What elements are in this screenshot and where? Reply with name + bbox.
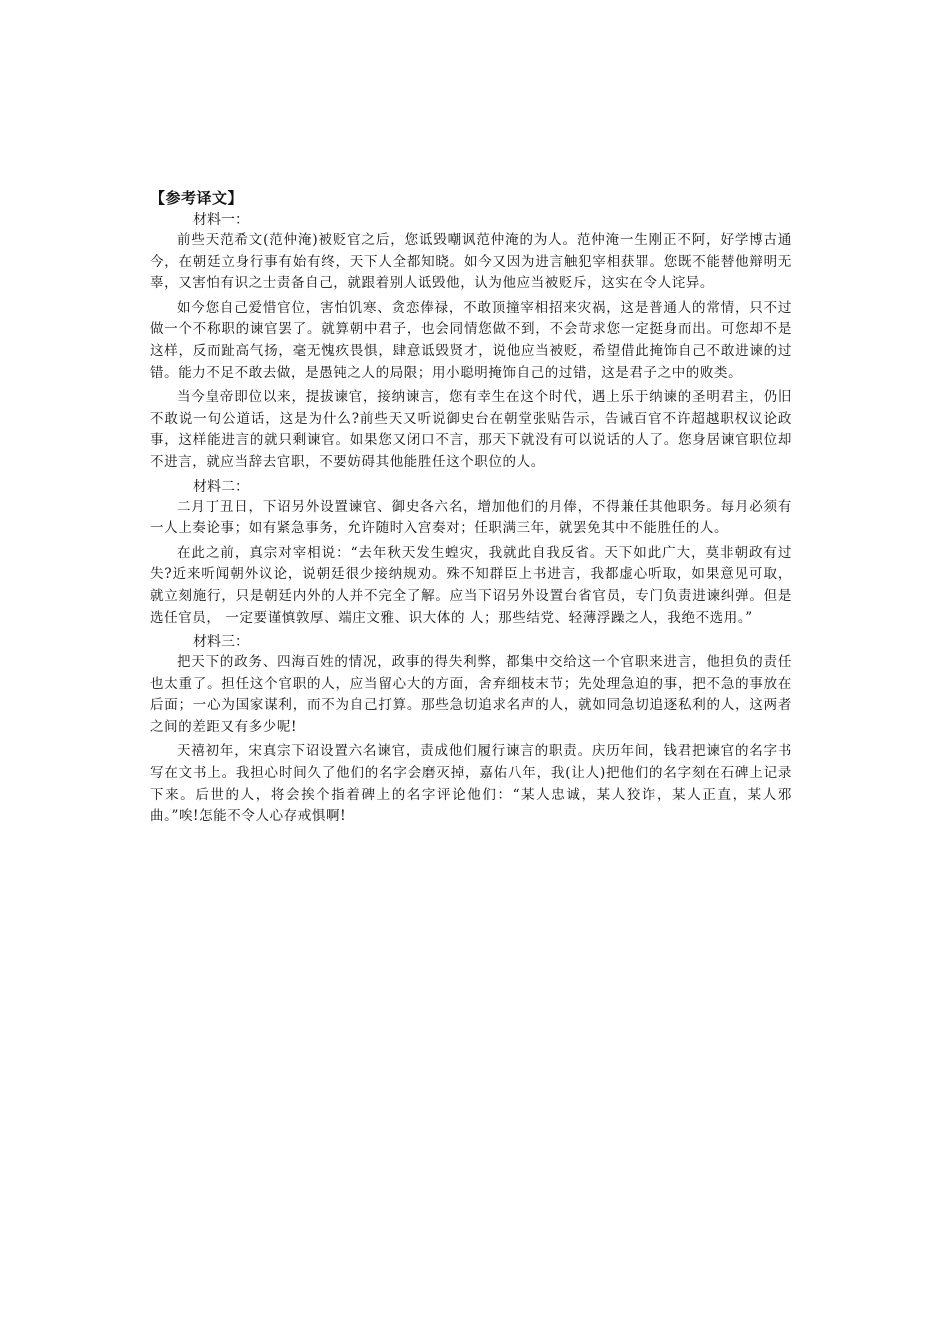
- translation-document: [150, 188, 792, 831]
- section-material-2: [150, 477, 792, 630]
- section-material-3: [150, 632, 792, 828]
- paragraph: 当今皇帝即位以来，提拔谏官，接纳谏言，您有幸生在这个时代，遇上乐于纳谏的圣明君主，仍旧不敢说一句公道话，这是为什么?前些天又听说御史台在朝堂张贴告示，告诫百官不许超越职权议论政事，这样能进言的就只剩谏官。如果您又闭口不言，那天下就没有可以说话的人了。您身居谏官职位却不进言，就应当辞去官职，不要妨碍其他能胜任这个职位的人。: [150, 389, 792, 470]
- section-title: 材料一：: [193, 212, 249, 228]
- paragraph: 如今您自己爱惜官位，害怕饥寒、贪恋俸禄，不敢顶撞宰相招来灾祸，这是普通人的常情，只不过做一个不称职的谏官罢了。就算朝中君子，也会同情您做不到，不会苛求您一定挺身而出。可您却不是这样，反而趾高气扬，毫无愧疚畏惧，肆意诋毁贤才，说他应当被贬，希望借此掩饰自己不敢进谏的过错。能力不足不敢去做，是愚钝之人的局限；用小聪明掩饰自己的过错，这是君子之中的败类。: [150, 299, 792, 381]
- paragraph: 二月丁丑日，下诏另外设置谏官、御史各六名，增加他们的月俸，不得兼任其他职务。每月必须有一人上奏论事；如有紧急事务，允许随时入宫奏对；任职满三年，就罢免其中不能胜任的人。: [150, 498, 792, 537]
- paragraph: 把天下的政务、四海百姓的情况，政事的得失利弊，都集中交给这一个官职来进言，他担负的责任也太重了。担任这个官职的人，应当留心大的方面，舍弃细枝末节；先处理急迫的事，把不急的事放在后面；一心为国家谋利，而不为自己打算。那些急切追求名声的人，就如同急切追逐私利的人，这两者之间的差距又有多少呢!: [150, 654, 792, 735]
- section-title: 材料二：: [193, 478, 249, 495]
- paragraph: 天禧初年，宋真宗下诏设置六名谏官，责成他们履行谏言的职责。庆历年间，钱君把谏官的名字书写在文书上。我担心时间久了他们的名字会磨灭掉，嘉佑八年，我(让人)把他们的名字刻在石碑上记录下来。后世的人，将会挨个指着碑上的名字评论他们：“某人忠诚，某人狡诈，某人正直，某人邪曲。”唉!怎能不令人心存戒惧啊!: [150, 743, 792, 825]
- document-heading: 【参考译文】: [150, 189, 244, 207]
- paragraph: 在此之前，真宗对宰相说：“去年秋天发生蝗灾，我就此自我反省。天下如此广大，莫非朝政有过失?近来听闻朝外议论，说朝廷很少接纳规劝。殊不知群臣上书进言，我都虚心听取，如果意见可取，就立刻施行，只是朝廷内外的人并不完全了解。应当下诏另外设置台省官员，专门负责进谏纠弹。但是选任官员， 一定要谨慎敦厚、端庄文雅、识大体的 人；那些结党、轻薄浮躁之人，我绝不选用。”: [150, 544, 792, 626]
- section-title: 材料三：: [193, 634, 249, 651]
- section-material-1: [150, 210, 792, 474]
- paragraph: 前些天范希文(范仲淹)被贬官之后，您诋毁嘲讽范仲淹的为人。范仲淹一生刚正不阿，好学博古通今，在朝廷立身行事有始有终，天下人全都知晓。如今又因为进言触犯宰相获罪。您既不能替他辩明无辜，又害怕有识之士责备自己，就跟着别人诋毁他，认为他应当被贬斥，这实在令人诧异。: [150, 232, 792, 292]
